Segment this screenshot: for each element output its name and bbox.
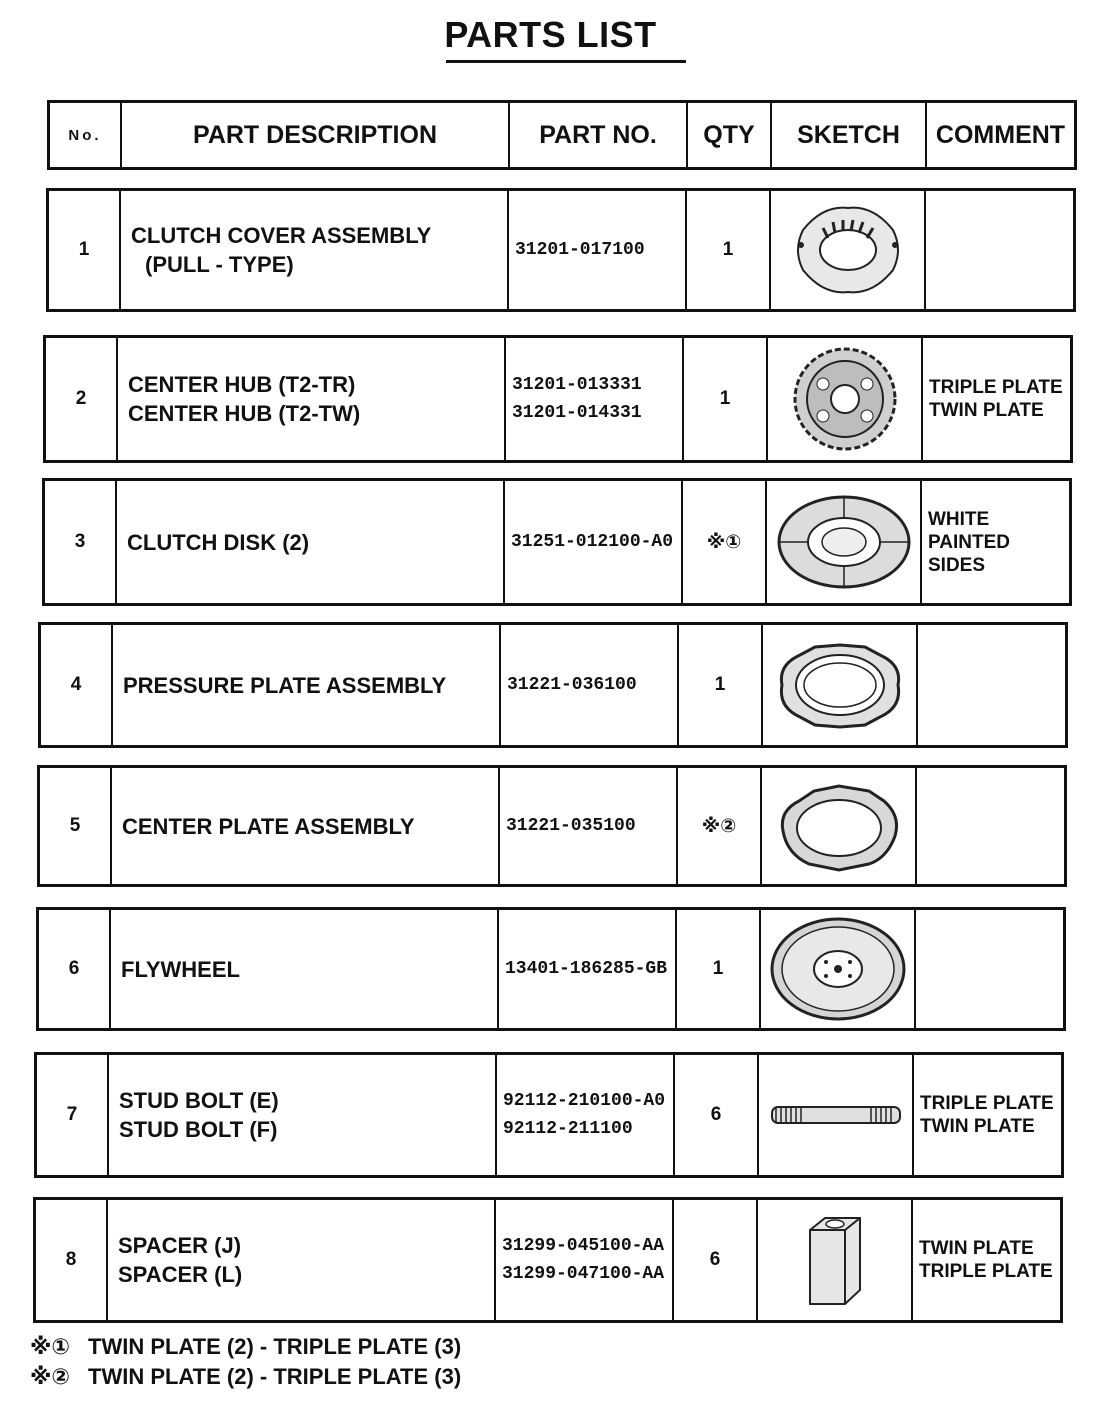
sketch-cell [758,1200,913,1320]
comment-line: TWIN PLATE [919,1238,1034,1259]
header-qty: QTY [688,103,772,167]
row-number: 2 [46,338,118,460]
part-number [497,1055,675,1175]
description-line: CENTER PLATE ASSEMBLY [122,813,415,839]
footnote [30,1332,461,1362]
part-number [509,191,687,309]
header-sketch: SKETCH [772,103,927,167]
table-row [46,188,1076,312]
stud-bolt-icon [766,1095,906,1135]
sketch-cell [767,481,922,603]
part-description [121,191,509,309]
description-line: STUD BOLT (F) [119,1117,278,1142]
sketch-cell [763,625,918,745]
table-row [34,1052,1064,1178]
part-number [500,768,678,884]
comment-line: TWIN PLATE [920,1116,1035,1137]
flywheel-icon [768,914,908,1024]
part-description [117,481,505,603]
description-line: CLUTCH DISK (2) [127,529,310,555]
comment-line: TRIPLE PLATE [929,377,1063,398]
comment [914,1055,1061,1175]
part-number [501,625,679,745]
table-row [38,622,1068,748]
description-line: SPACER (L) [118,1262,243,1287]
sketch-cell [761,910,916,1028]
quantity: ※② [678,768,762,884]
footnote-text: TWIN PLATE (2) - TRIPLE PLATE (3) [88,1334,462,1359]
footnote-mark: ※① [30,1334,71,1359]
footnotes [30,1332,461,1392]
comment [913,1200,1060,1320]
table-row [42,478,1072,606]
description-line: CENTER HUB (T2-TW) [128,401,361,426]
comment [917,768,1064,884]
quantity: ※① [683,481,767,603]
part-number [506,338,684,460]
page-title: PARTS LIST [444,14,657,55]
description-line: FLYWHEEL [121,956,240,982]
description-line: CLUTCH COVER ASSEMBLY [131,223,432,248]
part-number [496,1200,674,1320]
sketch-cell [768,338,923,460]
part-number-line: 92112-210100-A0 [503,1091,666,1111]
part-number-line: 31251-012100-A0 [511,532,674,552]
quantity: 1 [684,338,768,460]
comment [918,625,1065,745]
comment [916,910,1063,1028]
part-number [499,910,677,1028]
part-description [109,1055,497,1175]
part-description [118,338,506,460]
clutch-disk-icon [774,492,914,592]
row-number: 8 [36,1200,108,1320]
sketch-cell [759,1055,914,1175]
footnote-mark: ※② [30,1364,71,1389]
header-no: No. [50,103,122,167]
part-description [111,910,499,1028]
comment-line: WHITE [928,508,990,530]
footnote [30,1362,461,1392]
quantity: 6 [675,1055,759,1175]
table-header [47,100,1077,170]
center-hub-icon [785,344,905,454]
table-row [36,907,1066,1031]
part-number-line: 92112-211100 [503,1119,633,1139]
sketch-cell [771,191,926,309]
title-underline [446,60,686,63]
table-row [33,1197,1063,1323]
comment-line: TWIN PLATE [929,400,1044,421]
row-number: 3 [45,481,117,603]
header-comment: COMMENT [935,120,1066,149]
row-number: 4 [41,625,113,745]
comment [922,481,1069,603]
part-number-line: 31221-036100 [507,675,637,695]
pressure-plate-icon [770,635,910,735]
comment [923,338,1070,460]
description-line: STUD BOLT (E) [119,1088,279,1113]
spacer-icon [800,1210,870,1310]
sketch-cell [762,768,917,884]
part-description [113,625,501,745]
part-number-line: 31299-047100-AA [502,1264,665,1284]
quantity: 6 [674,1200,758,1320]
center-plate-icon [769,776,909,876]
header-description: PART DESCRIPTION [122,103,510,167]
part-number-line: 13401-186285-GB [505,959,668,979]
header-part-no: PART NO. [510,103,688,167]
comment [926,191,1073,309]
footnote-text: TWIN PLATE (2) - TRIPLE PLATE (3) [88,1364,462,1389]
description-line: SPACER (J) [118,1233,242,1258]
quantity: 1 [677,910,761,1028]
quantity: 1 [679,625,763,745]
part-number [505,481,683,603]
part-number-line: 31201-013331 [512,375,642,395]
description-line: (PULL - TYPE) [145,252,294,277]
part-number-line: 31221-035100 [506,816,636,836]
part-number-line: 31201-014331 [512,403,642,423]
row-number: 7 [37,1055,109,1175]
description-line: CENTER HUB (T2-TR) [128,372,356,397]
row-number: 6 [39,910,111,1028]
part-description [108,1200,496,1320]
comment-line: TRIPLE PLATE [919,1261,1053,1282]
description-line: PRESSURE PLATE ASSEMBLY [123,672,447,698]
comment-line: SIDES [928,554,986,576]
quantity: 1 [687,191,771,309]
comment-line: TRIPLE PLATE [920,1093,1054,1114]
table-row [37,765,1067,887]
row-number: 5 [40,768,112,884]
comment-line: PAINTED [928,531,1010,553]
row-number: 1 [49,191,121,309]
part-number-line: 31201-017100 [515,240,645,260]
table-row [43,335,1073,463]
part-description [112,768,500,884]
part-number-line: 31299-045100-AA [502,1236,665,1256]
clutch-cover-icon [783,200,913,300]
